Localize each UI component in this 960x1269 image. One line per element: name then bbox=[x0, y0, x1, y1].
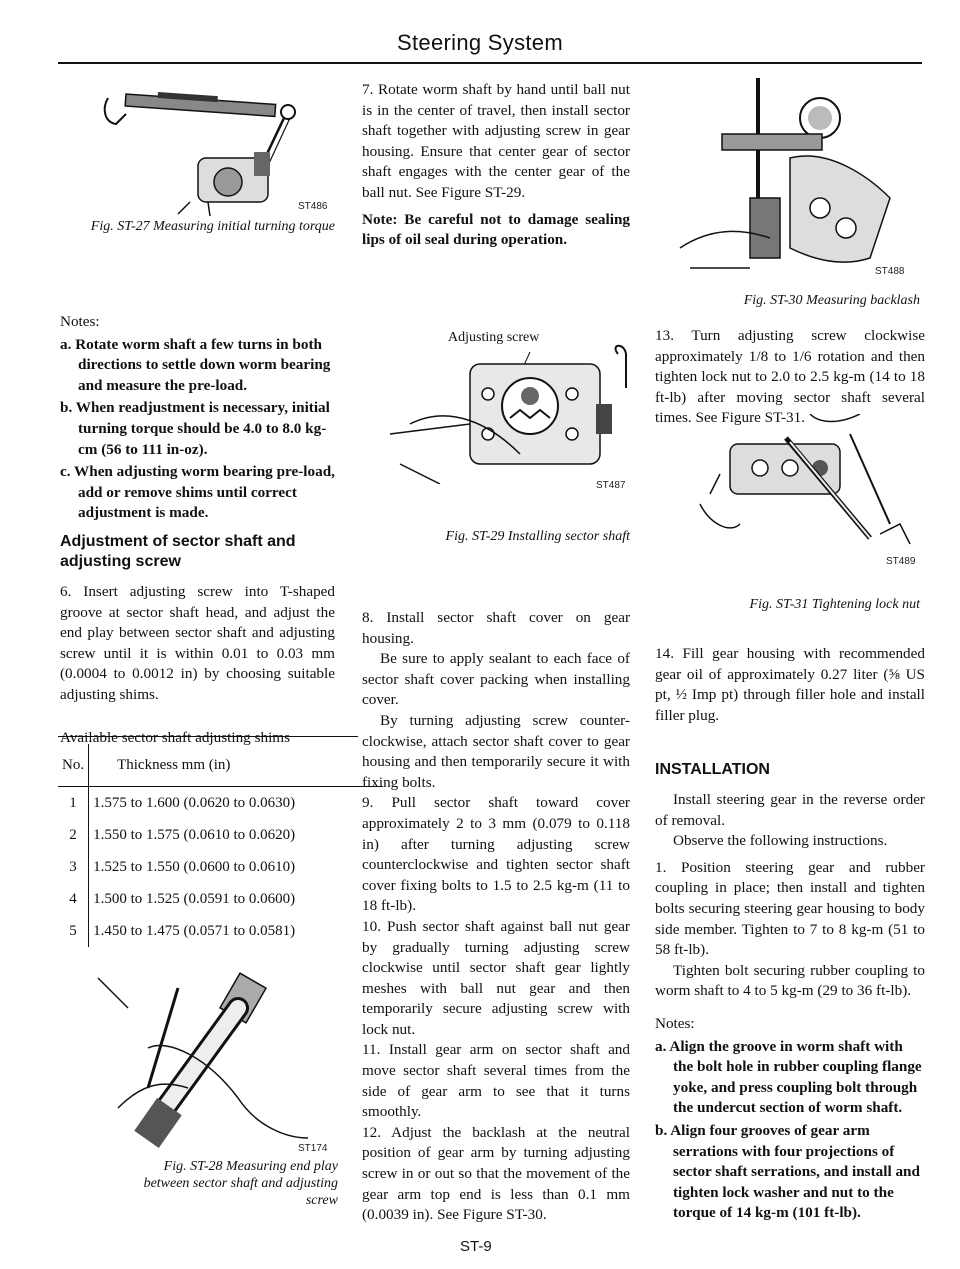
install-observe: Observe the following instructions. bbox=[673, 832, 888, 850]
figure-caption-text: Installing sector shaft bbox=[507, 529, 630, 544]
note-item: c. When adjusting worm bearing pre-load, add or remove shims until correct adjustment is made. bbox=[60, 463, 335, 522]
step-9: 9. Pull sector shaft toward cover approximately 2 to 3 mm (0.079 to 0.118 in) after turning adjusting screw counterclockwise and tighten sector shaft cover fixing bolts to 1.5 to 2.5 kg-m (11 to 18 ft-lb). bbox=[362, 794, 630, 915]
install-intro: Install steering gear in the reverse order of removal. bbox=[655, 791, 925, 829]
figure-caption-text: Measuring backlash bbox=[806, 293, 920, 308]
note-item: b. When readjustment is necessary, initial turning torque should be 4.0 to 8.0 kg-cm (56 to 111 in-oz). bbox=[60, 399, 330, 458]
note-item: b. Align four grooves of gear arm serrations with four projections of sector shaft serrations, and install and tighten lock washer and nut to the torque of 14 kg-m (101 ft-lb). bbox=[655, 1121, 920, 1222]
figure-caption bbox=[60, 218, 335, 235]
header-rule bbox=[58, 62, 922, 64]
end-play-illustration bbox=[88, 968, 338, 1158]
figure-caption-number: Fig. ST-30 bbox=[743, 293, 803, 308]
note-seal: Note: Be careful not to damage sealing lips of oil seal during operation. bbox=[362, 210, 630, 249]
step-8-sealant: Be sure to apply sealant to each face of sector shaft cover packing when installing cover. bbox=[362, 650, 630, 709]
table-cell-thickness: 1.575 to 1.600 (0.0620 to 0.0630) bbox=[93, 794, 296, 811]
figure-st31-caption bbox=[700, 596, 920, 613]
lock-nut-illustration bbox=[690, 414, 920, 564]
figure-st30-caption bbox=[720, 292, 920, 309]
table-cell-thickness: 1.550 to 1.575 (0.0610 to 0.0620) bbox=[93, 826, 296, 843]
table-row bbox=[58, 819, 383, 851]
table-cell-thickness: 1.525 to 1.550 (0.0600 to 0.0610) bbox=[93, 858, 296, 875]
figure-st29-caption bbox=[440, 528, 630, 545]
step-14: 14. Fill gear housing with recommended gear oil of approximately 0.27 liter (⅝ US pt, ½ Imp pt) through filler hole and install filler plug. bbox=[655, 645, 925, 724]
step-1: 1. Position steering gear and rubber coupling in place; then install and tighten bolts securing steering gear housing to body side member. Tighten to 7 to 8 kg-m (51 to 58 ft-lb). bbox=[655, 858, 925, 959]
figure-caption-number: Fig. ST-28 bbox=[163, 1159, 223, 1174]
table-header-no: No. bbox=[58, 744, 89, 787]
backlash-illustration bbox=[670, 78, 920, 278]
figure-st31 bbox=[690, 414, 920, 584]
figure-code: ST174 bbox=[298, 1143, 328, 1154]
torque-wrench-illustration bbox=[98, 78, 338, 218]
table-cell-thickness: 1.450 to 1.475 (0.0571 to 0.0581) bbox=[93, 922, 296, 939]
notes-title: Notes: bbox=[60, 313, 100, 330]
step-1-coupling: Tighten bolt securing rubber coupling to worm shaft to 4 to 5 kg-m (29 to 36 ft-lb). bbox=[655, 961, 925, 1000]
column-3-step14 bbox=[655, 644, 925, 732]
column-3-installation bbox=[655, 760, 925, 1226]
page-header: Steering System bbox=[397, 30, 563, 55]
figure-st28 bbox=[88, 968, 338, 1228]
step-13: 13. Turn adjusting screw clockwise approximately 1/8 to 1/6 rotation and then tighten lock nut to 2.0 to 2.5 kg-m (14 to 18 ft-lb) after moving sector shaft several times. See Figure ST-31. bbox=[655, 327, 925, 427]
figure-code: ST488 bbox=[875, 266, 905, 277]
figure-caption-text: Measuring initial turning torque bbox=[153, 219, 335, 234]
step-11: 11. Install gear arm on sector shaft and move sector shaft several times from the side of gear arm to see that it turns smoothly. bbox=[362, 1041, 630, 1121]
figure-code: ST489 bbox=[886, 556, 916, 567]
column-1-notes bbox=[60, 312, 335, 526]
sector-shaft-illustration bbox=[370, 344, 630, 484]
shims-table bbox=[58, 744, 383, 947]
table-header-row bbox=[58, 744, 383, 787]
figure-caption-number: Fig. ST-29 bbox=[445, 529, 505, 544]
figure-st27 bbox=[90, 78, 338, 246]
table-row bbox=[58, 787, 383, 820]
notes-list bbox=[655, 1037, 925, 1224]
figure-caption-number: Fig. ST-31 bbox=[749, 597, 809, 612]
figure-st30 bbox=[670, 78, 920, 308]
step-7: 7. Rotate worm shaft by hand until ball nut is in the center of travel, then install sector shaft together with adjusting screw in gear housing. Ensure that center gear of sector shaft engages with the center gear of the ball nut. See Figure ST-29. bbox=[362, 81, 630, 201]
figure-caption bbox=[118, 1158, 338, 1209]
figure-code: ST486 bbox=[298, 201, 328, 212]
notes-title: Notes: bbox=[655, 1014, 695, 1032]
table-cell-no: 2 bbox=[58, 819, 89, 851]
table-cell-no: 4 bbox=[58, 883, 89, 915]
table-header-thickness: Thickness mm (in) bbox=[89, 744, 384, 787]
figure-caption-text: Tightening lock nut bbox=[811, 597, 920, 612]
table-cell-no: 1 bbox=[58, 787, 89, 820]
step-12: 12. Adjust the backlash at the neutral position of gear arm by turning adjusting screw in or out so that the movement of the gear arm top end is less than 0.1 mm (0.0039 in). See Figure ST-30. bbox=[362, 1123, 630, 1224]
figure-code: ST487 bbox=[596, 480, 626, 491]
table-cell-no: 5 bbox=[58, 915, 89, 947]
shims-table-wrapper bbox=[58, 744, 383, 947]
table-cell-no: 3 bbox=[58, 851, 89, 883]
figure-label: Adjusting screw bbox=[448, 330, 540, 345]
step-10: 10. Push sector shaft against ball nut gear by gradually turning adjusting screw clockwise until sector shaft gear lightly meshes with ball nut gear and then temporarily secure adjusting screw with lock nut. bbox=[362, 917, 630, 1038]
note-item: a. Rotate worm shaft a few turns in both directions to settle down worm bearing and measure the pre-load. bbox=[60, 335, 331, 394]
step-8-cover: By turning adjusting screw counter-clockwise, attach sector shaft cover to gear housing and then temporarily secure it with fixing bolts. bbox=[362, 711, 630, 791]
table-row bbox=[58, 883, 383, 915]
figure-caption-text: Measuring end play between sector shaft and adjusting screw bbox=[143, 1159, 338, 1208]
note-item: a. Align the groove in worm shaft with the bolt hole in rubber coupling flange yoke, and press coupling bolt through the undercut section of worm shaft. bbox=[655, 1037, 922, 1117]
page-number: ST-9 bbox=[460, 1238, 492, 1255]
column-2-steps bbox=[362, 608, 630, 1226]
notes-list bbox=[60, 335, 335, 524]
figure-st29 bbox=[370, 330, 630, 502]
table-row bbox=[58, 851, 383, 883]
table-top-rule bbox=[58, 736, 358, 737]
step-8: 8. Install sector shaft cover on gear housing. bbox=[362, 609, 630, 647]
table-title: Available sector shaft adjusting shims bbox=[60, 728, 291, 746]
step-6: 6. Insert adjusting screw into T-shaped groove at sector shaft head, and adjust the end play between sector shaft and adjusting screw until it is within 0.01 to 0.03 mm (0.0004 to 0.0012 in) by choosing suitable adjusting shims. bbox=[60, 583, 335, 703]
section-heading: Adjustment of sector shaft and adjusting screw bbox=[60, 533, 296, 570]
column-1-adjustment bbox=[60, 532, 335, 754]
table-row bbox=[58, 915, 383, 947]
section-heading: INSTALLATION bbox=[655, 761, 770, 778]
figure-caption-number: Fig. ST-27 bbox=[90, 219, 150, 234]
column-2-top bbox=[362, 80, 630, 257]
table-cell-thickness: 1.500 to 1.525 (0.0591 to 0.0600) bbox=[93, 890, 296, 907]
